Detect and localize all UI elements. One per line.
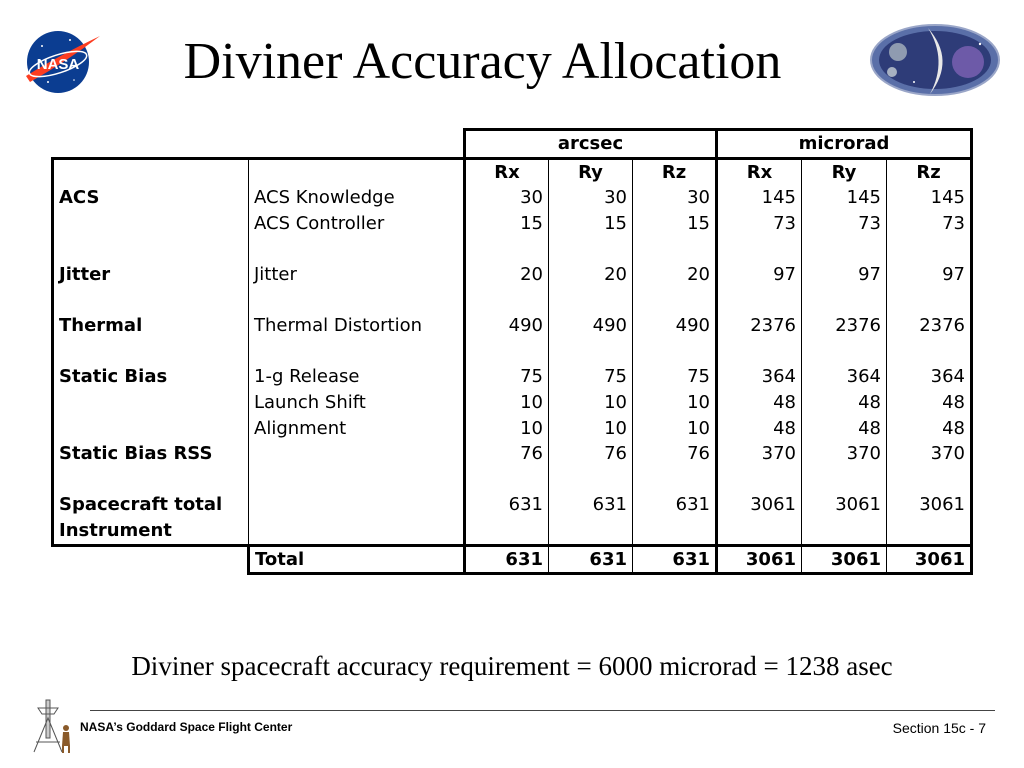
cell-rz-arcsec: 490 <box>633 313 717 339</box>
cell-ry-arcsec: 20 <box>549 262 633 288</box>
row-item: Jitter <box>249 262 465 288</box>
svg-text:NASA: NASA <box>36 56 80 73</box>
cell-rx-microrad: 145 <box>717 185 802 211</box>
row-category: ACS <box>53 185 249 211</box>
cell-rz-arcsec: 76 <box>633 441 717 467</box>
row-category: Jitter <box>53 262 249 288</box>
header-blank-item <box>249 158 465 185</box>
cell-rz-microrad: 370 <box>887 441 972 467</box>
cell-rz-microrad: 73 <box>887 211 972 237</box>
row-category: Static Bias RSS <box>53 441 249 467</box>
table-row <box>53 364 972 390</box>
footer-section-number: Section 15c - 7 <box>892 720 986 736</box>
cell-rx-arcsec: 490 <box>465 313 549 339</box>
cell-rz-arcsec: 20 <box>633 262 717 288</box>
axis-header-rx-microrad: Rx <box>717 158 802 185</box>
cell-ry-microrad: 370 <box>802 441 887 467</box>
row-category <box>53 390 249 416</box>
cell-ry-arcsec: 631 <box>549 492 633 518</box>
cell-ry-microrad: 73 <box>802 211 887 237</box>
cell-ry-arcsec: 76 <box>549 441 633 467</box>
total-rx-microrad: 3061 <box>717 545 802 574</box>
spacer-row <box>53 339 972 365</box>
total-ry-arcsec: 631 <box>549 545 633 574</box>
row-item <box>249 441 465 467</box>
lunar-mission-logo <box>868 22 1002 98</box>
header-blank-item <box>249 130 465 159</box>
cell-rx-microrad: 48 <box>717 416 802 442</box>
cell-rz-arcsec: 10 <box>633 390 717 416</box>
cell-ry-microrad: 3061 <box>802 492 887 518</box>
cell-ry-microrad: 364 <box>802 364 887 390</box>
cell-rx-microrad: 364 <box>717 364 802 390</box>
row-item: ACS Knowledge <box>249 185 465 211</box>
cell-ry-microrad: 97 <box>802 262 887 288</box>
axis-header-ry-arcsec: Ry <box>549 158 633 185</box>
cell-ry-arcsec: 490 <box>549 313 633 339</box>
table-row <box>53 211 972 237</box>
table-row <box>53 262 972 288</box>
axis-header-ry-microrad: Ry <box>802 158 887 185</box>
total-blank <box>53 545 249 574</box>
cell-rz-arcsec: 15 <box>633 211 717 237</box>
cell-rz-microrad: 48 <box>887 416 972 442</box>
cell-rz-arcsec: 30 <box>633 185 717 211</box>
cell-ry-arcsec: 10 <box>549 390 633 416</box>
header-blank-category <box>53 130 249 159</box>
goddard-rocket-icon <box>28 698 76 754</box>
total-ry-microrad: 3061 <box>802 545 887 574</box>
row-category: Spacecraft total <box>53 492 249 518</box>
cell-rz-arcsec: 75 <box>633 364 717 390</box>
cell-ry-arcsec: 75 <box>549 364 633 390</box>
cell-rx-arcsec: 10 <box>465 416 549 442</box>
cell-rx-arcsec <box>465 518 549 545</box>
row-item: ACS Controller <box>249 211 465 237</box>
row-item: Thermal Distortion <box>249 313 465 339</box>
cell-rz-arcsec <box>633 518 717 545</box>
cell-rx-arcsec: 76 <box>465 441 549 467</box>
cell-ry-microrad: 145 <box>802 185 887 211</box>
footer-divider <box>90 710 995 711</box>
cell-rx-microrad <box>717 518 802 545</box>
row-category: Instrument <box>53 518 249 545</box>
row-item <box>249 518 465 545</box>
spacer-row <box>53 288 972 314</box>
table-row <box>53 441 972 467</box>
cell-rz-microrad: 364 <box>887 364 972 390</box>
cell-ry-microrad: 2376 <box>802 313 887 339</box>
cell-rz-arcsec: 10 <box>633 416 717 442</box>
group-header-row <box>53 130 972 159</box>
cell-rx-microrad: 73 <box>717 211 802 237</box>
table-row <box>53 390 972 416</box>
cell-ry-microrad <box>802 518 887 545</box>
total-rz-arcsec: 631 <box>633 545 717 574</box>
row-item: Alignment <box>249 416 465 442</box>
table-row <box>53 492 972 518</box>
cell-rx-arcsec: 15 <box>465 211 549 237</box>
accuracy-requirement-text: Diviner spacecraft accuracy requirement = 6000 microrad = 1238 asec <box>131 651 893 681</box>
cell-ry-arcsec: 15 <box>549 211 633 237</box>
cell-rx-arcsec: 10 <box>465 390 549 416</box>
cell-rx-arcsec: 20 <box>465 262 549 288</box>
cell-rx-microrad: 3061 <box>717 492 802 518</box>
cell-rz-arcsec: 631 <box>633 492 717 518</box>
cell-ry-microrad: 48 <box>802 390 887 416</box>
row-item: 1-g Release <box>249 364 465 390</box>
row-category <box>53 211 249 237</box>
table-row <box>53 313 972 339</box>
cell-ry-arcsec <box>549 518 633 545</box>
cell-rz-microrad: 97 <box>887 262 972 288</box>
table-row <box>53 185 972 211</box>
row-item: Launch Shift <box>249 390 465 416</box>
total-rz-microrad: 3061 <box>887 545 972 574</box>
footer-organization: NASA’s Goddard Space Flight Center <box>80 720 293 734</box>
total-row <box>53 545 972 574</box>
slide-title: Diviner Accuracy Allocation <box>183 33 782 90</box>
total-label: Total <box>249 545 465 574</box>
axis-header-rz-arcsec: Rz <box>633 158 717 185</box>
group-header-arcsec: arcsec <box>465 130 717 159</box>
cell-rz-microrad: 145 <box>887 185 972 211</box>
cell-ry-microrad: 48 <box>802 416 887 442</box>
cell-rx-microrad: 48 <box>717 390 802 416</box>
cell-ry-arcsec: 30 <box>549 185 633 211</box>
cell-rz-microrad: 3061 <box>887 492 972 518</box>
row-item <box>249 492 465 518</box>
cell-rx-arcsec: 75 <box>465 364 549 390</box>
spacer-row <box>53 467 972 493</box>
group-header-microrad: microrad <box>717 130 972 159</box>
table-row <box>53 416 972 442</box>
accuracy-allocation-table <box>51 128 973 575</box>
table-row <box>53 518 972 545</box>
cell-rx-microrad: 2376 <box>717 313 802 339</box>
axis-header-rz-microrad: Rz <box>887 158 972 185</box>
cell-rx-arcsec: 631 <box>465 492 549 518</box>
row-category <box>53 416 249 442</box>
axis-header-row <box>53 158 972 185</box>
cell-rz-microrad: 48 <box>887 390 972 416</box>
cell-rz-microrad: 2376 <box>887 313 972 339</box>
row-category: Thermal <box>53 313 249 339</box>
cell-rz-microrad <box>887 518 972 545</box>
total-rx-arcsec: 631 <box>465 545 549 574</box>
axis-header-rx-arcsec: Rx <box>465 158 549 185</box>
cell-ry-arcsec: 10 <box>549 416 633 442</box>
row-category: Static Bias <box>53 364 249 390</box>
cell-rx-microrad: 97 <box>717 262 802 288</box>
header-blank-category <box>53 158 249 185</box>
cell-rx-microrad: 370 <box>717 441 802 467</box>
spacer-row <box>53 236 972 262</box>
cell-rx-arcsec: 30 <box>465 185 549 211</box>
